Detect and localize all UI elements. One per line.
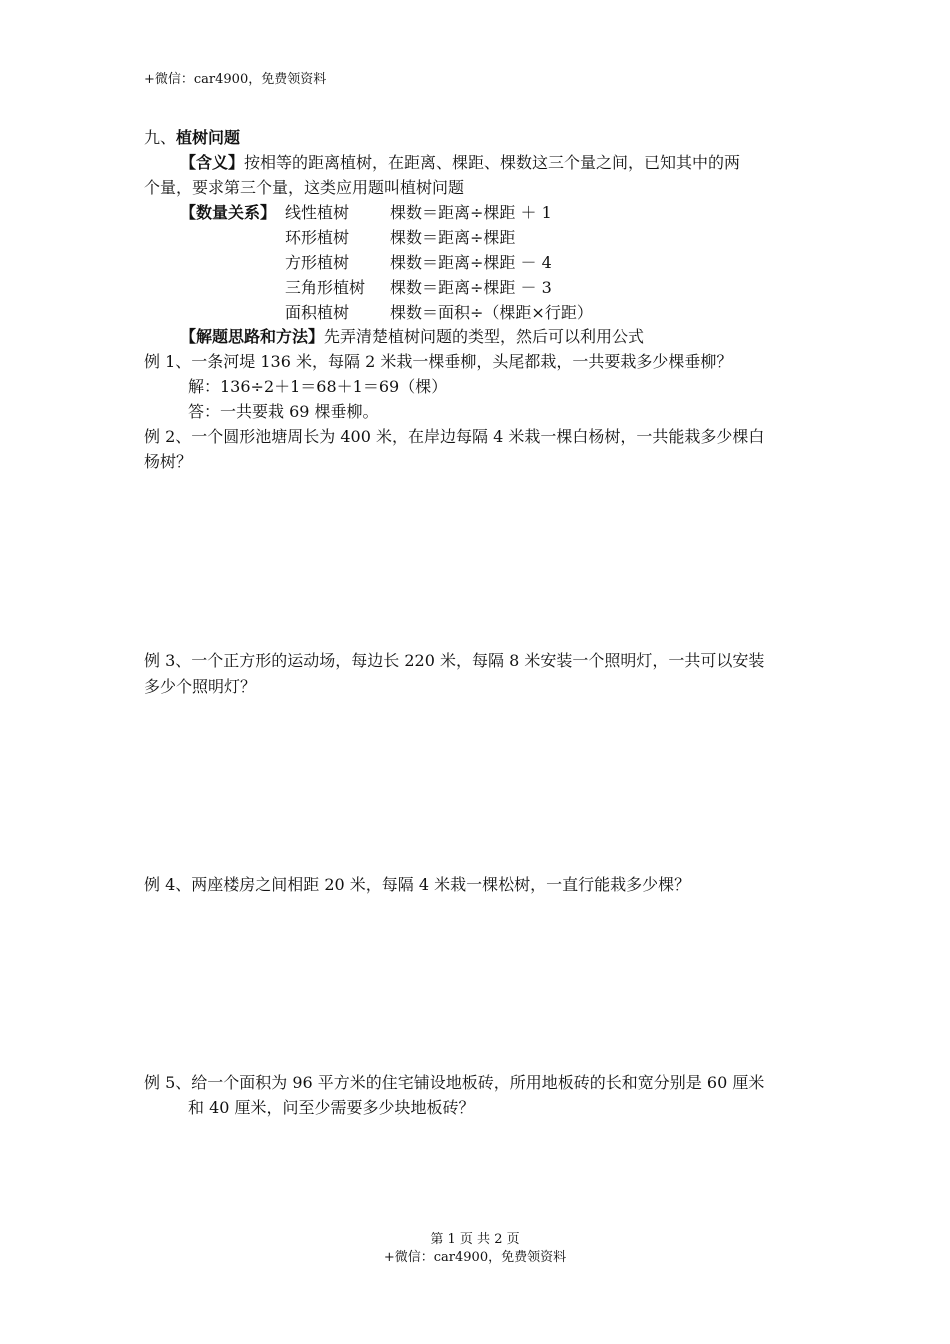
relation-formula: 棵数＝距离÷棵距 ＋ 1: [390, 203, 552, 222]
method-line: [180, 325, 644, 349]
meaning-text-1: 按相等的距离植树，在距离、棵距、棵数这三个量之间，已知其中的两: [244, 153, 741, 172]
example-4-question: 例 4、两座楼房之间相距 20 米，每隔 4 米栽一棵松树，一直行能栽多少棵？: [144, 875, 691, 894]
example-1-question: 例 1、一条河堤 136 米，每隔 2 米栽一棵垂柳，头尾都栽，一共要栽多少棵垂柳？: [144, 352, 733, 371]
section-title: 植树问题: [176, 128, 241, 147]
example-3-question-line-1: 例 3、一个正方形的运动场，每边长 220 米，每隔 8 米安装一个照明灯，一共可以安装: [144, 651, 765, 670]
example-1-answer: 答：一共要栽 69 棵垂柳。: [188, 402, 379, 421]
page-number: 第 1 页 共 2 页: [430, 1232, 520, 1247]
example-5-question-line-2: 和 40 厘米，问至少需要多少块地板砖？: [188, 1098, 475, 1117]
relation-formula: 棵数＝距离÷棵距 － 4: [390, 253, 552, 272]
footer-text: +微信：car4900，免费领资料: [383, 1250, 567, 1265]
section-number: 九、: [144, 128, 177, 147]
relation-formula: 棵数＝距离÷棵距: [390, 228, 516, 247]
example-5-question-line-1: 例 5、给一个面积为 96 平方米的住宅铺设地板砖，所用地板砖的长和宽分别是 60 厘米: [144, 1073, 765, 1092]
relation-type: 三角形植树: [285, 278, 366, 297]
example-2-question-line-2: 杨树？: [144, 452, 193, 471]
meaning-line-1: [180, 151, 740, 175]
example-3-question-line-2: 多少个照明灯？: [144, 677, 257, 696]
method-label: 【解题思路和方法】: [180, 327, 325, 346]
relation-type: 面积植树: [285, 303, 350, 322]
example-2-question-line-1: 例 2、一个圆形池塘周长为 400 米，在岸边每隔 4 米栽一棵白杨树，一共能栽多少棵白: [144, 427, 765, 446]
meaning-label: 【含义】: [180, 153, 245, 172]
header-text: +微信：car4900，免费领资料: [144, 72, 327, 87]
relation-formula: 棵数＝距离÷棵距 － 3: [390, 278, 552, 297]
method-text: 先弄清楚植树问题的类型，然后可以利用公式: [324, 327, 645, 346]
meaning-line-2: 个量，要求第三个量，这类应用题叫植树问题: [144, 178, 465, 197]
relation-type: 环形植树: [285, 228, 350, 247]
relation-type: 方形植树: [285, 253, 350, 272]
section-heading: [144, 126, 240, 150]
relations-label: 【数量关系】: [180, 203, 277, 222]
relation-formula: 棵数＝面积÷（棵距×行距）: [390, 303, 593, 322]
relation-type: 线性植树: [285, 203, 350, 222]
example-1-solution: 解：136÷2＋1＝68＋1＝69（棵）: [188, 377, 448, 396]
